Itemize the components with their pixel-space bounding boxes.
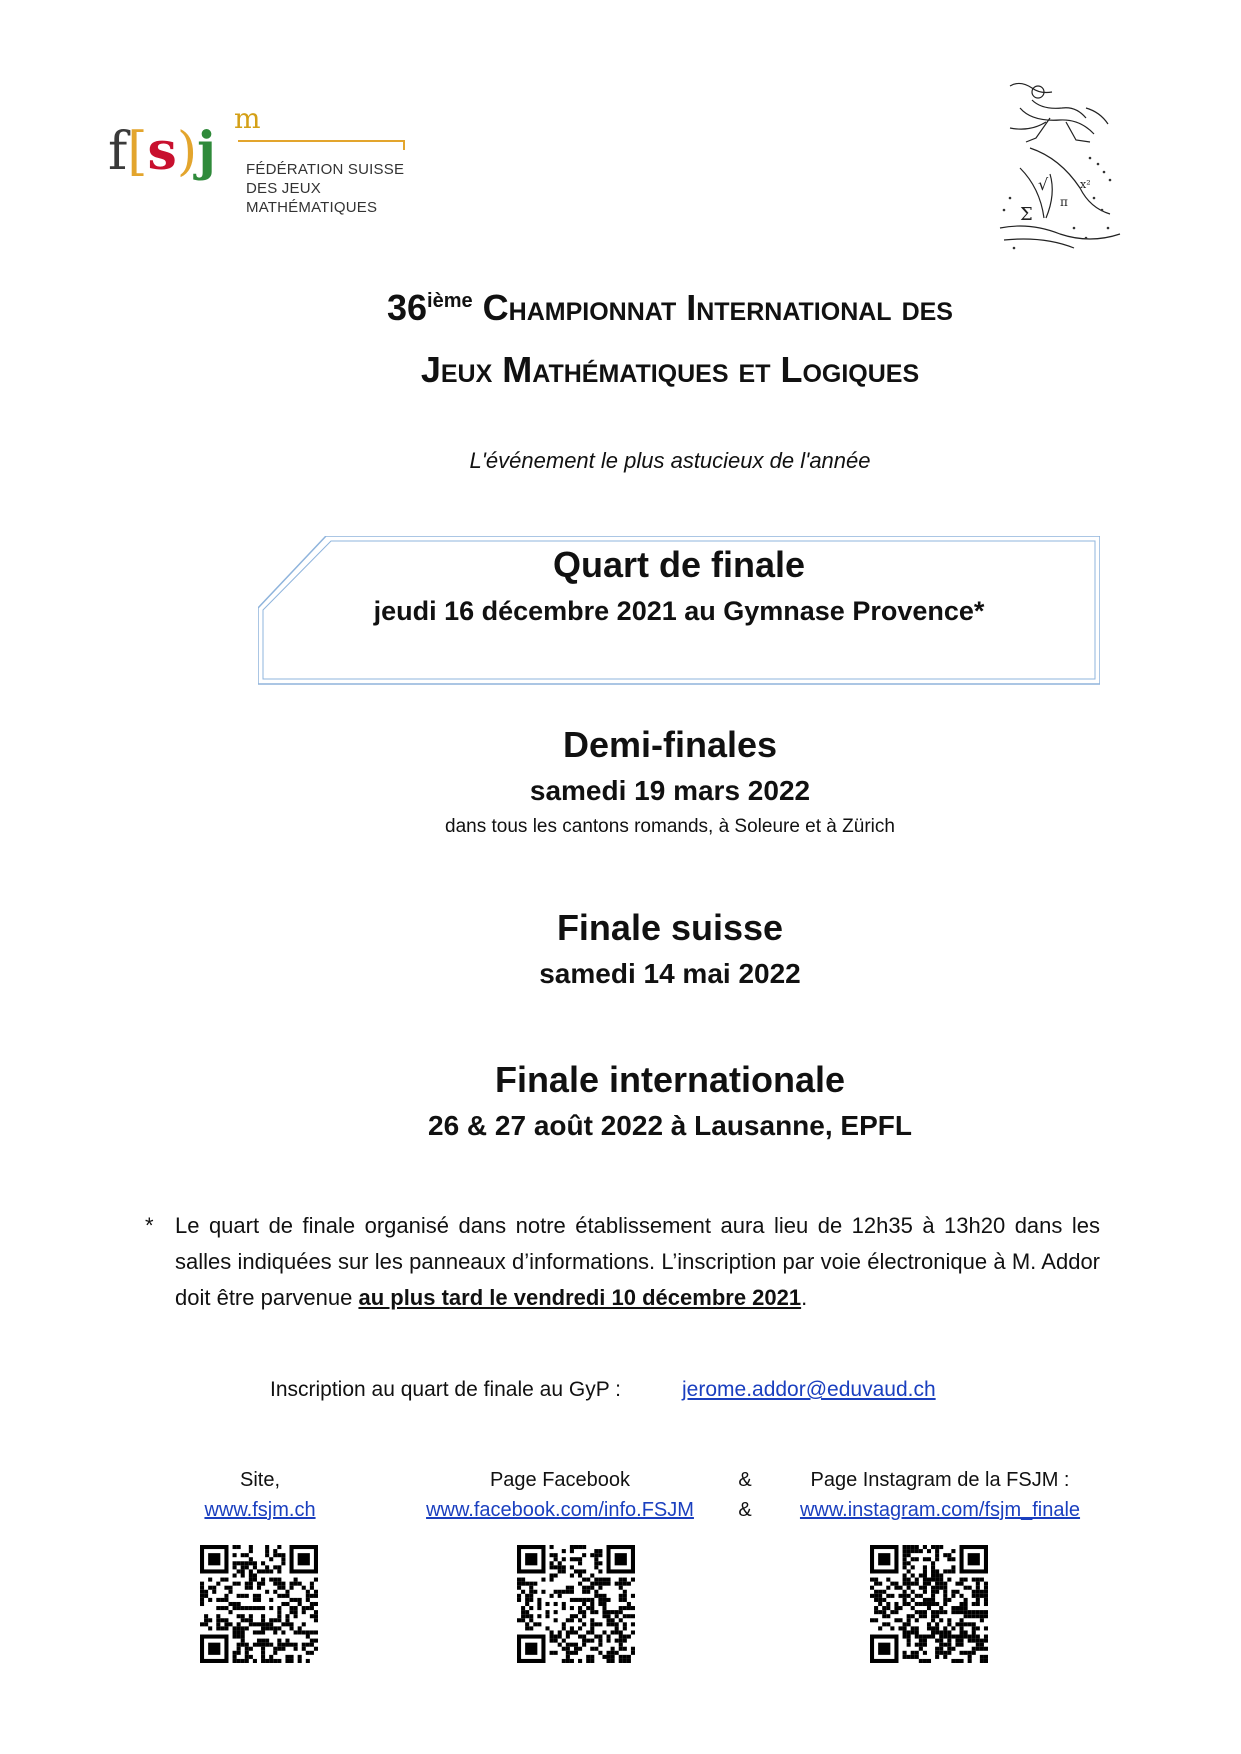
fsjm-logo xyxy=(108,102,438,216)
inscription-line xyxy=(270,1378,1070,1402)
subtitle: L'événement le plus astucieux de l'année xyxy=(469,448,871,473)
title-ordinal: ième xyxy=(427,290,473,312)
instagram-link[interactable]: www.instagram.com/fsjm_finale xyxy=(799,1499,1081,1521)
footnote-star: * xyxy=(145,1213,154,1238)
international-final-title: Finale internationale xyxy=(494,1059,846,1100)
footnote-body xyxy=(175,1208,1100,1316)
quarter-final-box xyxy=(258,536,1100,686)
page-title xyxy=(200,270,1140,401)
swiss-final-section xyxy=(200,903,1140,995)
svg-text:x²: x² xyxy=(1080,178,1091,191)
title-line2: Jeux Mathématiques et Logiques xyxy=(420,349,920,390)
semi-finals-section xyxy=(200,720,1140,842)
logo-letter-s: s xyxy=(147,121,177,182)
logo-letter-m: m xyxy=(234,102,261,135)
international-final-date: 26 & 27 août 2022 à Lausanne, EPFL xyxy=(428,1110,912,1141)
international-final-section xyxy=(200,1055,1140,1147)
semi-finals-date: samedi 19 mars 2022 xyxy=(529,775,811,806)
quarter-final-date: jeudi 16 décembre 2021 au Gymnase Provence* xyxy=(373,596,985,626)
site-link[interactable]: www.fsjm.ch xyxy=(204,1499,316,1521)
site-label: Site, xyxy=(239,1469,281,1491)
instagram-link-block xyxy=(780,1465,1100,1525)
svg-text:Σ: Σ xyxy=(1020,204,1033,225)
logo-rule xyxy=(238,140,405,150)
swiss-final-date: samedi 14 mai 2022 xyxy=(539,958,801,989)
title-number: 36 xyxy=(387,287,428,328)
site-qr-code-icon[interactable] xyxy=(200,1545,318,1663)
footnote-text: Le quart de finale organisé dans notre établissement aura lieu de 12h35 à 13h20 dans les salles indiquées sur les panneaux d’informations. L’inscription par voie électronique à M. Addor doit être parvenue xyxy=(175,1213,1100,1310)
logo-bracket-close: ) xyxy=(176,122,198,182)
swiss-final-title: Finale suisse xyxy=(556,907,784,948)
svg-text:π: π xyxy=(1060,195,1068,209)
facebook-label: Page Facebook xyxy=(489,1469,631,1491)
instagram-label: Page Instagram de la FSJM : xyxy=(810,1469,1070,1491)
instagram-qr-code-icon[interactable] xyxy=(870,1545,988,1663)
facebook-qr-code-icon[interactable] xyxy=(517,1545,635,1663)
quarter-final-title: Quart de finale xyxy=(552,544,806,585)
ampersand-separator xyxy=(735,1465,755,1525)
inscription-label: Inscription au quart de finale au GyP : xyxy=(270,1378,621,1401)
semi-finals-title: Demi-finales xyxy=(562,724,778,765)
logo-text-line1: FÉDÉRATION SUISSE xyxy=(246,161,405,178)
logo-text xyxy=(246,160,438,217)
logo-mark xyxy=(108,122,216,182)
logo-text-line2: DES JEUX MATHÉMATIQUES xyxy=(246,180,378,216)
facebook-link-block xyxy=(410,1465,710,1525)
semi-finals-note: dans tous les cantons romands, à Soleure et à Zürich xyxy=(445,816,895,837)
inscription-email-link[interactable]: jerome.addor@eduvaud.ch xyxy=(682,1378,936,1401)
footnote-deadline: au plus tard le vendredi 10 décembre 2021 xyxy=(358,1285,802,1310)
logo-bracket-open: [ xyxy=(127,122,148,182)
site-link-block xyxy=(190,1465,330,1525)
title-line1 xyxy=(200,270,1140,339)
footnote-end: . xyxy=(801,1285,808,1310)
footnote xyxy=(145,1208,1100,1316)
ampersand-2: & xyxy=(738,1499,752,1521)
svg-text:√: √ xyxy=(1038,175,1049,194)
logo-letter-j: j xyxy=(197,121,216,182)
facebook-link[interactable]: www.facebook.com/info.FSJM xyxy=(426,1499,694,1521)
logo-letter-f: f xyxy=(108,122,128,182)
math-illustration-icon xyxy=(990,78,1125,258)
ampersand-1: & xyxy=(738,1469,752,1491)
title-line1-rest: Championnat International des xyxy=(472,287,953,328)
